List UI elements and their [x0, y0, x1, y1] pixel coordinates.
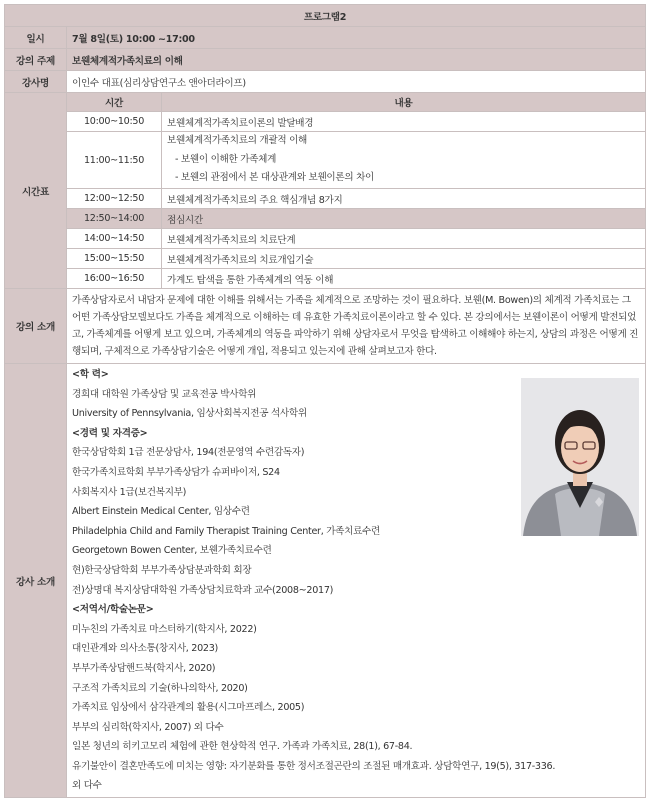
pub-item: 가족치료 임상에서 삼각관계의 활용(시그마프레스, 2005): [72, 702, 305, 714]
education-item: University of Pennsylvania, 임상사회복지전공 석사학위: [72, 408, 307, 420]
program-table: [4, 4, 646, 798]
pub-item: 부부의 심리학(학지사, 2007) 외 다수: [72, 721, 224, 733]
instructor-photo: [521, 378, 639, 536]
schedule-time: 12:00~12:50: [67, 189, 162, 209]
bio-content: [67, 364, 646, 798]
schedule-content: 보웬체계적가족치료의 치료단계: [162, 229, 646, 249]
schedule-time: 16:00~16:50: [67, 269, 162, 289]
career-item: 현)한국상담학회 부부가족상담분과학회 회장: [72, 564, 252, 576]
schedule-content: [162, 132, 646, 189]
pub-item: 미누친의 가족치료 마스터하기(학지사, 2022): [72, 623, 257, 635]
pub-item: 구조적 가족치료의 기술(하나의학사, 2020): [72, 682, 248, 694]
schedule-content-subline: - 보웬이 이해한 가족체계: [175, 153, 277, 165]
career-item: 한국가족치료학회 부부가족상담가 슈퍼바이저, S24: [72, 466, 280, 478]
pub-item: 유기불안이 결혼만족도에 미치는 영향: 자기분화를 통한 정서조절곤란의 조절된 매개효과. 상담학연구, 19(5), 317-336.: [72, 760, 556, 772]
portrait-image: [521, 378, 639, 536]
career-item: Georgetown Bowen Center, 보웬가족치료수련: [72, 545, 272, 557]
schedule-row-lunch: [5, 209, 646, 229]
schedule-row: [5, 269, 646, 289]
schedule-row: [5, 112, 646, 132]
instructor-value: 이인수 대표(심리상담연구소 앤아더라이프): [67, 71, 646, 93]
pub-item: 부부가족상담핸드북(학지사, 2020): [72, 662, 216, 674]
schedule-row: [5, 189, 646, 209]
schedule-time: 12:50~14:00: [67, 209, 162, 229]
topic-label: 강의 주제: [5, 49, 67, 71]
schedule-time: 10:00~10:50: [67, 112, 162, 132]
schedule-label: 시간표: [5, 93, 67, 289]
schedule-time: 11:00~11:50: [67, 132, 162, 189]
schedule-content: 보웬체계적가족치료의 주요 핵심개념 8가지: [162, 189, 646, 209]
pub-item: 대인관계와 의사소통(창지사, 2023): [72, 643, 218, 655]
career-item: 전)상명대 복지상담대학원 가족상담치료학과 교수(2008~2017): [72, 584, 334, 596]
pub-item: 일본 청년의 히키고모리 체험에 관한 현상학적 연구. 가족과 가족치료, 28(1), 67-84.: [72, 741, 413, 753]
schedule-content: 점심시간: [162, 209, 646, 229]
bio-label: 강사 소개: [5, 364, 67, 798]
schedule-row: [5, 229, 646, 249]
schedule-time: 14:00~14:50: [67, 229, 162, 249]
schedule-content: 보웬체계적가족치료의 치료개입기술: [162, 249, 646, 269]
schedule-content-subline: - 보웬의 관점에서 본 대상관계와 보웬이론의 차이: [175, 172, 375, 184]
career-item: Philadelphia Child and Family Therapist Training Center, 가족치료수련: [72, 525, 380, 537]
pubs-title: <저역서/학술논문>: [72, 604, 154, 616]
instructor-label: 강사명: [5, 71, 67, 93]
date-label: 일시: [5, 27, 67, 49]
education-item: 경희대 대학원 가족상담 및 교육전공 박사학위: [72, 388, 257, 400]
topic-value: 보웬체계적가족치료의 이해: [67, 49, 646, 71]
schedule-content-line: 보웬체계적가족치료의 개괄적 이해: [167, 135, 308, 147]
schedule-row: [5, 132, 646, 189]
career-item: 사회복지사 1급(보건복지부): [72, 486, 187, 498]
schedule-content: 보웬체계적가족치료이론의 발달배경: [162, 112, 646, 132]
intro-text: 가족상담자로서 내담자 문제에 대한 이해를 위해서는 가족을 체계적으로 조망하는 것이 필요하다. 보웬(M. Bowen)의 체계적 가족치료는 그 어떤 가족상담모델보다도 가족을 체계적으로 이해하는 데 유효한 가족치료이론이라고 할 수 있다. 본 강의에서는 보웬이론이 어떻게 발전되었고, 가족체계를 어떻게 보고 있으며, 가족체계의 역동을 파악하기 위해 상담자로서 무엇을 탐색하고 이해해야 하는지, 상담의 과정은 어떻게 진행되며, 구체적으로 가족상담기술은 어떻게 개입, 적용되고 있는지에 관해 살펴보고자 한다.: [67, 289, 646, 364]
schedule-time-header: 시간: [67, 93, 162, 112]
education-title: <학 력>: [72, 369, 109, 380]
schedule-content-header: 내용: [162, 93, 646, 112]
intro-label: 강의 소개: [5, 289, 67, 364]
date-value: 7월 8일(토) 10:00 ~17:00: [67, 27, 646, 49]
program-title: 프로그램2: [5, 5, 646, 27]
schedule-row: [5, 249, 646, 269]
schedule-content: 가계도 탐색을 통한 가족체계의 역동 이해: [162, 269, 646, 289]
schedule-time: 15:00~15:50: [67, 249, 162, 269]
career-item: 한국상담학회 1급 전문상담사, 194(전문영역 수련감독자): [72, 447, 305, 459]
pub-item: 외 다수: [72, 780, 102, 792]
career-item: Albert Einstein Medical Center, 임상수련: [72, 506, 250, 518]
career-title: <경력 및 자격증>: [72, 427, 148, 439]
